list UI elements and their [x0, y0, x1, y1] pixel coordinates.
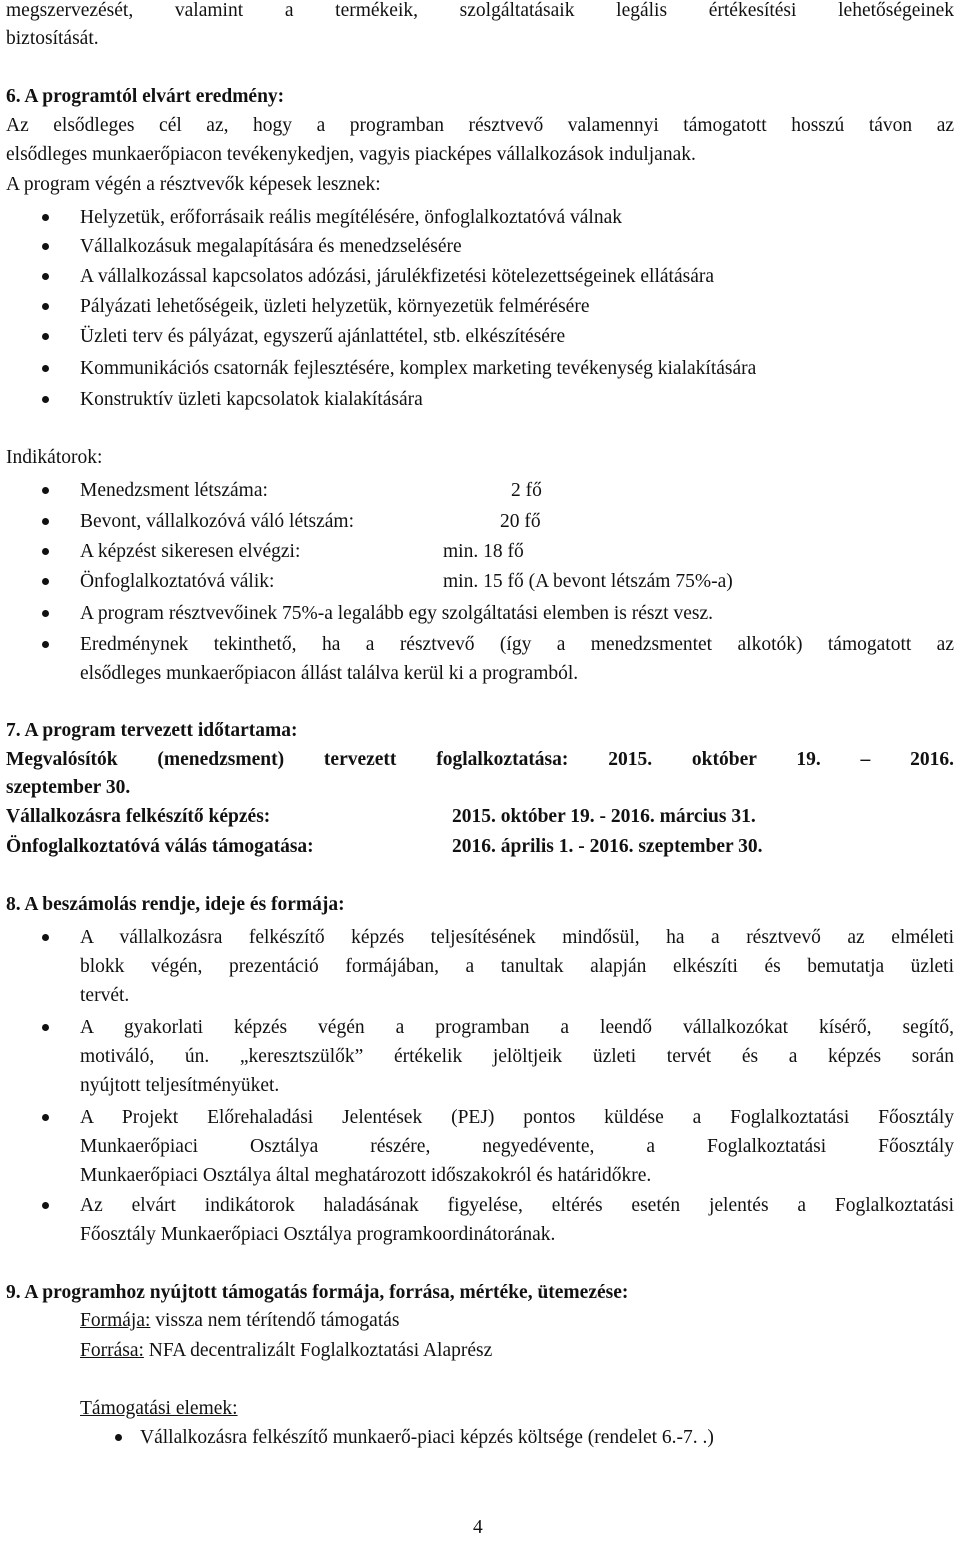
indicator-value: 2 fő	[511, 480, 542, 501]
bullet-icon	[115, 1434, 122, 1441]
list-item-text: Helyzetük, erőforrásaik reális megítélésére, önfoglalkoztatóvá válnak	[80, 207, 622, 228]
section-7-row-2-label: Vállalkozásra felkészítő képzés:	[6, 806, 271, 827]
list-item-text: Kommunikációs csatornák fejlesztésére, komplex marketing tevékenység kialakítására	[80, 358, 757, 379]
forras-row	[80, 1336, 492, 1365]
bullet-icon	[42, 641, 49, 648]
indicators-label: Indikátorok:	[6, 447, 103, 468]
bullet-icon	[42, 333, 49, 340]
bullet-icon	[42, 1114, 49, 1121]
forma-row	[80, 1306, 400, 1335]
section-7-row-1: Megvalósítók (menedzsment) tervezett foglalkoztatása: 2015. október 19. – 2016.	[6, 749, 954, 770]
section-7-row-1-cont: szeptember 30.	[6, 777, 131, 798]
indicator-label: Bevont, vállalkozóvá váló létszám:	[80, 511, 354, 532]
elemek-label	[80, 1394, 238, 1423]
forma-label: Formája:	[80, 1310, 151, 1331]
section-7-heading	[6, 716, 298, 745]
list-item-text: motiváló, ún. „keresztszülők” értékelik jelöltjeik üzleti tervét és a képzés során	[80, 1046, 954, 1067]
bullet-icon	[42, 365, 49, 372]
forras-value: NFA decentralizált Foglalkoztatási Alaprész	[143, 1340, 493, 1361]
forras-label: Forrása:	[80, 1340, 144, 1361]
section-9-heading: 9. A programhoz nyújtott támogatás formája, forrása, mértéke, ütemezése:	[6, 1282, 629, 1303]
list-item-text: nyújtott teljesítményüket.	[80, 1075, 280, 1096]
list-item-text: A program résztvevőinek 75%-a legalább egy szolgáltatási elemben is részt vesz.	[80, 603, 713, 624]
list-item-text: Munkaerőpiaci Osztálya részére, negyedévente, a Foglalkoztatási Főosztály	[80, 1136, 954, 1157]
bullet-icon	[42, 396, 49, 403]
bullet-icon	[42, 578, 49, 585]
list-item-text: Munkaerőpiaci Osztálya által meghatározott időszakokról és határidőkre.	[80, 1165, 652, 1186]
list-item-text: Az elvárt indikátorok haladásának figyelése, eltérés esetén jelentés a Foglalkoztatási	[80, 1195, 954, 1216]
list-item-text: Üzleti terv és pályázat, egyszerű ajánlattétel, stb. elkészítésére	[80, 326, 566, 347]
bullet-icon	[42, 214, 49, 221]
list-item-text: Pályázati lehetőségeik, üzleti helyzetük, környezetük felmérésére	[80, 296, 590, 317]
bullet-icon	[42, 303, 49, 310]
bullet-icon	[42, 243, 49, 250]
bullet-icon	[42, 1024, 49, 1031]
bullet-icon	[42, 934, 49, 941]
section-7-number: 7.	[6, 720, 21, 741]
indicator-label: A képzést sikeresen elvégzi:	[80, 541, 301, 562]
list-item-text: tervét.	[80, 985, 130, 1006]
list-item-text: A vállalkozással kapcsolatos adózási, járulékfizetési kötelezettségeinek ellátására	[80, 266, 715, 287]
indicator-label: Menedzsment létszáma:	[80, 480, 268, 501]
list-item-text: Konstruktív üzleti kapcsolatok kialakítására	[80, 389, 423, 410]
section-6-lead: A program végén a résztvevők képesek lesznek:	[6, 174, 381, 195]
forma-value: vissza nem térítendő támogatás	[150, 1310, 400, 1331]
bullet-icon	[42, 548, 49, 555]
list-item-text: A gyakorlati képzés végén a programban a leendő vállalkozókat kísérő, segítő,	[80, 1017, 954, 1038]
indicator-value: min. 15 fő (A bevont létszám 75%-a)	[443, 571, 733, 592]
section-6-para-line-1: Az elsődleges cél az, hogy a programban résztvevő valamennyi támogatott hosszú távon az	[6, 115, 954, 136]
indicator-label: Önfoglalkoztatóvá válik:	[80, 571, 275, 592]
list-item-text-cont: elsődleges munkaerőpiacon állást találva kerül ki a programból.	[80, 663, 579, 684]
section-7-title: A program tervezett időtartama:	[24, 720, 298, 741]
list-item-text: Eredménynek tekinthető, ha a résztvevő (így a menedzsmentet alkotók) támogatott az	[80, 634, 954, 655]
section-6-para-line-2: elsődleges munkaerőpiacon tevékenykedjen, vagyis piacképes vállalkozások induljanak.	[6, 144, 696, 165]
section-7-row-3-label: Önfoglalkoztatóvá válás támogatása:	[6, 836, 314, 857]
indicator-value: min. 18 fő	[443, 541, 524, 562]
list-item-text: A vállalkozásra felkészítő képzés teljesítésének mindősül, ha a résztvevő az elméleti	[80, 927, 954, 948]
bullet-icon	[42, 273, 49, 280]
section-6-heading: 6. A programtól elvárt eredmény:	[6, 86, 285, 107]
intro-line-2: biztosítását.	[6, 28, 99, 49]
section-7-row-2-value: 2015. október 19. - 2016. március 31.	[452, 806, 756, 827]
page-number: 4	[473, 1517, 483, 1538]
bullet-icon	[42, 487, 49, 494]
list-item-text: A Projekt Előrehaladási Jelentések (PEJ) pontos küldése a Foglalkoztatási Főosztály	[80, 1107, 954, 1128]
list-item-text: Főosztály Munkaerőpiaci Osztálya programkoordinátorának.	[80, 1224, 556, 1245]
indicator-value: 20 fő	[500, 511, 541, 532]
bullet-icon	[42, 1202, 49, 1209]
elemek-item: Vállalkozásra felkészítő munkaerő-piaci képzés költsége (rendelet 6.-7. .)	[140, 1427, 714, 1448]
elemek-label-text: Támogatási elemek:	[80, 1398, 238, 1419]
bullet-icon	[42, 610, 49, 617]
section-8-heading: 8. A beszámolás rendje, ideje és formája:	[6, 894, 345, 915]
section-7-row-3-value: 2016. április 1. - 2016. szeptember 30.	[452, 836, 763, 857]
bullet-icon	[42, 518, 49, 525]
list-item-text: Vállalkozásuk megalapítására és menedzselésére	[80, 236, 462, 257]
list-item-text: blokk végén, prezentáció formájában, a tanultak alapján elkészíti és bemutatja üzleti	[80, 956, 954, 977]
intro-line-1: megszervezését, valamint a termékeik, szolgáltatásaik legális értékesítési lehetőségeinek	[6, 0, 954, 21]
